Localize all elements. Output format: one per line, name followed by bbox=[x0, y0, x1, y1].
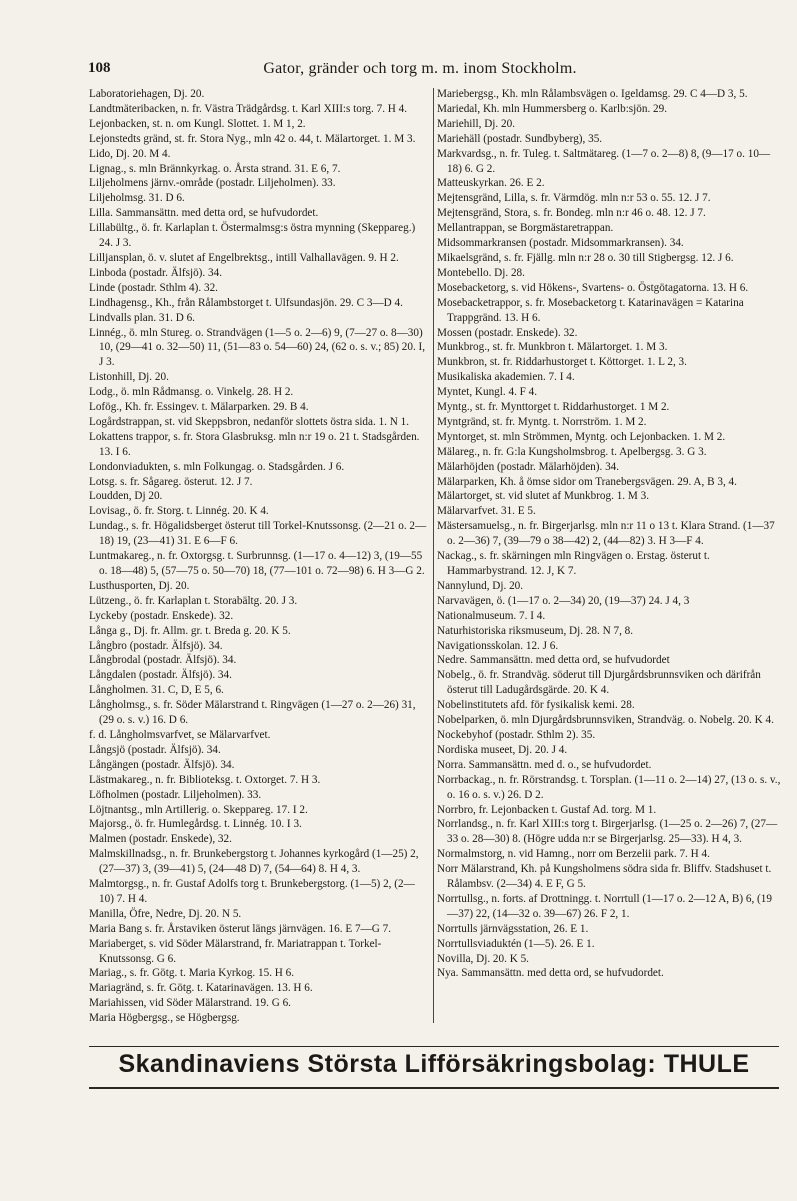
directory-entry: Lignag., s. mln Brännkyrkag. o. Årsta strand. 31. E 6, 7. bbox=[89, 162, 341, 175]
directory-entry: Linboda (postadr. Älfsjö). 34. bbox=[89, 266, 222, 279]
directory-entry: Nannylund, Dj. 20. bbox=[437, 579, 524, 592]
directory-entry: Mälarvarfvet. 31. E 5. bbox=[437, 505, 536, 518]
directory-entry: Långholmsg., s. fr. Söder Mälarstrand t. Ringvägen (1—27 o. 2—26) 31, (29 o. s. v.) 16. D 6. bbox=[89, 699, 416, 727]
directory-entry: Majorsg., ö. fr. Humlegårdsg. t. Linnég. 10. I 3. bbox=[89, 818, 302, 831]
directory-entry: Lyckeby (postadr. Enskede). 32. bbox=[89, 609, 234, 622]
directory-entry: Listonhill, Dj. 20. bbox=[89, 371, 169, 384]
directory-entry: Lido, Dj. 20. M 4. bbox=[89, 147, 171, 160]
directory-entry: Maria Bang s. fr. Årstaviken österut längs järnvägen. 16. E 7—G 7. bbox=[89, 922, 391, 935]
directory-entry: Norrbro, fr. Lejonbacken t. Gustaf Ad. torg. M 1. bbox=[437, 803, 657, 816]
directory-entry: Naturhistoriska riksmuseum, Dj. 28. N 7, 8. bbox=[437, 624, 634, 637]
directory-entry: Laboratoriehagen, Dj. 20. bbox=[89, 88, 205, 100]
directory-entry: Nordiska museet, Dj. 20. J 4. bbox=[437, 743, 568, 756]
directory-entry: Nobelinstitutets afd. för fysikalisk kemi. 28. bbox=[437, 699, 635, 712]
directory-entry: Lindhagensg., Kh., från Rålambstorget t. Ulfsundasjön. 29. C 3—D 4. bbox=[89, 296, 403, 309]
directory-entry: Nobelparken, ö. mln Djurgårdsbrunnsviken, Strandväg. o. Nobelg. 20. K 4. bbox=[437, 714, 774, 727]
directory-entry: Nationalmuseum. 7. I 4. bbox=[437, 609, 546, 622]
directory-entry: Mariag., s. fr. Götg. t. Maria Kyrkog. 15. H 6. bbox=[89, 967, 295, 980]
directory-entry: Normalmstorg, n. vid Hamng., norr om Berzelii park. 7. H 4. bbox=[437, 848, 710, 861]
directory-entry: Mälareg., n. fr. G:la Kungsholmsbrog. t. Apelbergsg. 3. G 3. bbox=[437, 445, 707, 458]
advertisement-banner bbox=[89, 1046, 779, 1089]
directory-entry: Lokattens trappor, s. fr. Stora Glasbruksg. mln n:r 19 o. 21 t. Stadsgården. 13. I 6. bbox=[89, 430, 420, 458]
directory-entry: Långängen (postadr. Älfsjö). 34. bbox=[89, 758, 235, 771]
directory-entry: Myntorget, st. mln Strömmen, Myntg. och Lejonbacken. 1. M 2. bbox=[437, 430, 726, 443]
directory-entry: Myntet, Kungl. 4. F 4. bbox=[437, 386, 538, 399]
directory-entry: Mejtensgränd, Lilla, s. fr. Värmdög. mln n:r 53 o. 55. 12. J 7. bbox=[437, 192, 711, 205]
directory-entry: Novilla, Dj. 20. K 5. bbox=[437, 952, 529, 965]
directory-entry: Lofög., Kh. fr. Essingev. t. Mälarparken. 29. B 4. bbox=[89, 401, 309, 414]
page-title: Gator, gränder och torg m. m. inom Stockholm. bbox=[263, 60, 577, 77]
directory-entry: Mossen (postadr. Enskede). 32. bbox=[437, 326, 578, 339]
directory-entry: Norrbackag., n. fr. Rörstrandsg. t. Torsplan. (1—11 o. 2—14) 27, (13 o. s. v., o. 16 o. s. v.) 26. D 2. bbox=[437, 773, 781, 801]
directory-entry: Mariedal, Kh. mln Hummersberg o. Karlb:sjön. 29. bbox=[437, 102, 668, 115]
directory-entry: Musikaliska akademien. 7. I 4. bbox=[437, 371, 575, 384]
column-divider bbox=[433, 88, 434, 1023]
directory-entry: Malmen (postadr. Enskede), 32. bbox=[89, 833, 232, 846]
directory-entry: Munkbrog., st. fr. Munkbron t. Mälartorget. 1. M 3. bbox=[437, 341, 668, 354]
directory-entry: Munkbron, st. fr. Riddarhustorget t. Köttorget. 1. L 2, 3. bbox=[437, 356, 687, 369]
directory-entry: Långa g., Dj. fr. Allm. gr. t. Breda g. 20. K 5. bbox=[89, 624, 291, 637]
right-column bbox=[437, 87, 782, 1025]
directory-entry: Lilljansplan, ö. v. slutet af Engelbrektsg., intill Valhallavägen. 9. H 2. bbox=[89, 251, 399, 264]
directory-entry: Myntgränd, st. fr. Myntg. t. Norrström. 1. M 2. bbox=[437, 415, 647, 428]
banner-text: Skandinaviens Största Lifförsäkringsbolag: THULE bbox=[118, 1050, 750, 1078]
directory-entry: Linde (postadr. Sthlm 4). 32. bbox=[89, 281, 218, 294]
directory-entry: Landtmäteribacken, n. fr. Västra Trädgårdsg. t. Karl XIII:s torg. 7. H 4. bbox=[89, 102, 408, 115]
directory-entry: Liljeholmsg. 31. D 6. bbox=[89, 192, 185, 205]
directory-entry: Nackag., s. fr. skärningen mln Ringvägen o. Erstag. österut t. Hammarbystrand. 12. J, K 7. bbox=[437, 550, 710, 577]
directory-entry: Nedre. Sammansättn. med detta ord, se hufvudordet bbox=[437, 654, 670, 667]
directory-entry: Norrtulls järnvägsstation, 26. E 1. bbox=[437, 922, 589, 935]
directory-entry: f. d. Långholmsvarfvet, se Mälarvarfvet. bbox=[89, 728, 271, 741]
directory-entry: Midsommarkransen (postadr. Midsommarkransen). 34. bbox=[437, 237, 684, 250]
directory-entry: Logårdstrappan, st. vid Skeppsbron, nedanför slottets östra sida. 1. N 1. bbox=[89, 415, 410, 428]
directory-entry: Lützeng., ö. fr. Karlaplan t. Storabältg. 20. J 3. bbox=[89, 594, 298, 607]
directory-entry: Londonviadukten, s. mln Folkungag. o. Stadsgården. J 6. bbox=[89, 460, 345, 473]
directory-entry: Lovisag., ö. fr. Storg. t. Linnég. 20. K 4. bbox=[89, 505, 269, 518]
directory-entry: Mariehäll (postadr. Sundbyberg), 35. bbox=[437, 132, 603, 145]
directory-entry: Lindvalls plan. 31. D 6. bbox=[89, 311, 195, 324]
directory-entry: Långbrodal (postadr. Älfsjö). 34. bbox=[89, 654, 237, 667]
directory-entry: Loudden, Dj 20. bbox=[89, 490, 163, 503]
directory-entry: Mälarhöjden (postadr. Mälarhöjden). 34. bbox=[437, 460, 620, 473]
directory-entry: Löjtnantsg., mln Artillerig. o. Skeppareg. 17. I 2. bbox=[89, 803, 308, 816]
directory-entry: Liljeholmens järnv.-område (postadr. Liljeholmen). 33. bbox=[89, 177, 336, 190]
directory-entry: Löfholmen (postadr. Liljeholmen). 33. bbox=[89, 788, 262, 801]
directory-entry: Lilla. Sammansättn. med detta ord, se hufvudordet. bbox=[89, 207, 319, 220]
directory-entry: Lotsg. s. fr. Sågareg. österut. 12. J 7. bbox=[89, 475, 253, 488]
directory-entry: Manilla, Öfre, Nedre, Dj. 20. N 5. bbox=[89, 907, 242, 920]
page-number: 108 bbox=[88, 60, 111, 76]
directory-entry: Långsjö (postadr. Älfsjö). 34. bbox=[89, 743, 221, 756]
directory-entry: Lejonstedts gränd, st. fr. Stora Nyg., mln 42 o. 44, t. Mälartorget. 1. M 3. bbox=[89, 132, 416, 145]
directory-entry: Mariaberget, s. vid Söder Mälarstrand, fr. Mariatrappan t. Torkel-Knutssonsg. G 6. bbox=[89, 937, 382, 965]
directory-entry: Narvavägen, ö. (1—17 o. 2—34) 20, (19—37) 24. J 4, 3 bbox=[437, 594, 690, 607]
directory-entry: Myntg., st. fr. Mynttorget t. Riddarhustorget. 1 M 2. bbox=[437, 401, 670, 414]
directory-entry: Montebello. Dj. 28. bbox=[437, 266, 525, 279]
directory-entry: Mälartorget, st. vid slutet af Munkbrog. 1. M 3. bbox=[437, 490, 650, 503]
directory-entry: Nya. Sammansättn. med detta ord, se hufvudordet. bbox=[437, 967, 664, 980]
directory-entry: Norrtullsg., n. forts. af Drottningg. t. Norrtull (1—17 o. 2—12 A, B) 6, (19—37) 22, (14—32 o. 39—67) 26. F 2, 1. bbox=[437, 892, 772, 920]
directory-entry: Mälarparken, Kh. å ömse sidor om Tranebergsvägen. 29. A, B 3, 4. bbox=[437, 475, 737, 488]
directory-entry: Mariebergsg., Kh. mln Rålambsvägen o. Igeldamsg. 29. C 4—D 3, 5. bbox=[437, 88, 748, 100]
directory-entry: Lusthusporten, Dj. 20. bbox=[89, 579, 190, 592]
directory-entry: Lundag., s. fr. Högalidsberget österut till Torkel-Knutssonsg. (2—21 o. 2—18) 19, (23—41) 31. E 6—F 6. bbox=[89, 520, 427, 548]
directory-entry: Långdalen (postadr. Älfsjö). 34. bbox=[89, 669, 232, 682]
directory-entry: Matteuskyrkan. 26. E 2. bbox=[437, 177, 545, 190]
directory-entry: Luntmakareg., n. fr. Oxtorgsg. t. Surbrunnsg. (1—17 o. 4—12) 3, (19—55 o. 18—48) 5, (57—75 o. 50—70) 18, (77—101 o. 72—98) 6. H 3—G 2. bbox=[89, 550, 425, 577]
directory-entry: Maria Högbergsg., se Högbergsg. bbox=[89, 1012, 240, 1025]
directory-entry: Norr Mälarstrand, Kh. på Kungsholmens södra sida fr. Bliffv. Stadshuset t. Rålambsv. (2—34) 4. E F, G 5. bbox=[437, 863, 772, 891]
directory-entry: Mellantrappan, se Borgmästaretrappan. bbox=[437, 222, 614, 235]
directory-entry: Mariahissen, vid Söder Mälarstrand. 19. G 6. bbox=[89, 997, 291, 1010]
directory-entry: Lillabültg., ö. fr. Karlaplan t. Östermalmsg:s östra mynning (Skeppareg.) 24. J 3. bbox=[89, 222, 416, 250]
directory-entry: Mästersamuelsg., n. fr. Birgerjarlsg. mln n:r 11 o 13 t. Klara Strand. (1—37 o. 2—36) 7, (39—79 o 38—42) 2, (44—82) 3. H 3—F 4. bbox=[437, 520, 775, 548]
directory-entry: Långholmen. 31. C, D, E 5, 6. bbox=[89, 684, 224, 697]
directory-entry: Linnég., ö. mln Stureg. o. Strandvägen (1—5 o. 2—6) 9, (7—27 o. 8—30) 10, (29—41 o. 32—50) 11, (51—83 o. 54—60) 24, (62 o. s. v.; 85) 20. I, J 3. bbox=[89, 326, 426, 369]
directory-entry: Mejtensgränd, Stora, s. fr. Bondeg. mln n:r 46 o. 48. 12. J 7. bbox=[437, 207, 706, 220]
directory-entry: Nockebyhof (postadr. Sthlm 2). 35. bbox=[437, 728, 596, 741]
directory-entry: Lejonbacken, st. n. om Kungl. Slottet. 1. M 1, 2. bbox=[89, 117, 306, 130]
directory-entry: Markvardsg., n. fr. Tuleg. t. Saltmätareg. (1—7 o. 2—8) 8, (9—17 o. 10—18) 6. G 2. bbox=[437, 147, 771, 175]
directory-entry: Mosebacketorg, s. vid Hökens-, Svartens- o. Östgötagatorna. 13. H 6. bbox=[437, 281, 749, 294]
directory-entry: Nobelg., ö. fr. Strandväg. söderut till Djurgårdsbrunnsviken och därifrån österut till Ladugårdsgärde. 20. K 4. bbox=[437, 669, 761, 697]
left-column bbox=[89, 87, 429, 1025]
page-header bbox=[60, 60, 780, 84]
directory-entry: Malmtorgsg., n. fr. Gustaf Adolfs torg t. Brunkebergstorg. (1—5) 2, (2—10) 7. H 4. bbox=[89, 878, 415, 905]
directory-entry: Lästmakareg., n. fr. Biblioteksg. t. Oxtorget. 7. H 3. bbox=[89, 773, 321, 786]
directory-entry: Mariagränd, s. fr. Götg. t. Katarinavägen. 13. H 6. bbox=[89, 982, 313, 995]
directory-entry: Mariehill, Dj. 20. bbox=[437, 117, 515, 130]
directory-entry: Långbro (postadr. Älfsjö). 34. bbox=[89, 639, 223, 652]
directory-entry: Navigationsskolan. 12. J 6. bbox=[437, 639, 559, 652]
directory-entry: Norrtullsviaduktén (1—5). 26. E 1. bbox=[437, 937, 595, 950]
directory-entry: Norrlandsg., n. fr. Karl XIII:s torg t. Birgerjarlsg. (1—25 o. 2—26) 7, (27—33 o. 28—30) 8. (Högre udda n:r se Birgerjarlsg. 25—33). H 4, 3. bbox=[437, 818, 778, 846]
directory-entry: Lodg., ö. mln Rådmansg. o. Vinkelg. 28. H 2. bbox=[89, 386, 294, 399]
directory-entry: Malmskillnadsg., n. fr. Brunkebergstorg t. Johannes kyrkogård (1—25) 2, (27—37) 3, (39—41) 5, (24—48 D) 7, (54—64) 8. H 4, 3. bbox=[89, 848, 419, 876]
directory-entry: Norra. Sammansättn. med d. o., se hufvudordet. bbox=[437, 758, 652, 771]
directory-entry: Mosebacketrappor, s. fr. Mosebacketorg t. Katarinavägen = Katarina Trappgränd. 13. H 6. bbox=[437, 296, 744, 324]
directory-entry: Mikaelsgränd, s. fr. Fjällg. mln n:r 28 o. 30 till Stigbergsg. 12. J 6. bbox=[437, 251, 734, 264]
